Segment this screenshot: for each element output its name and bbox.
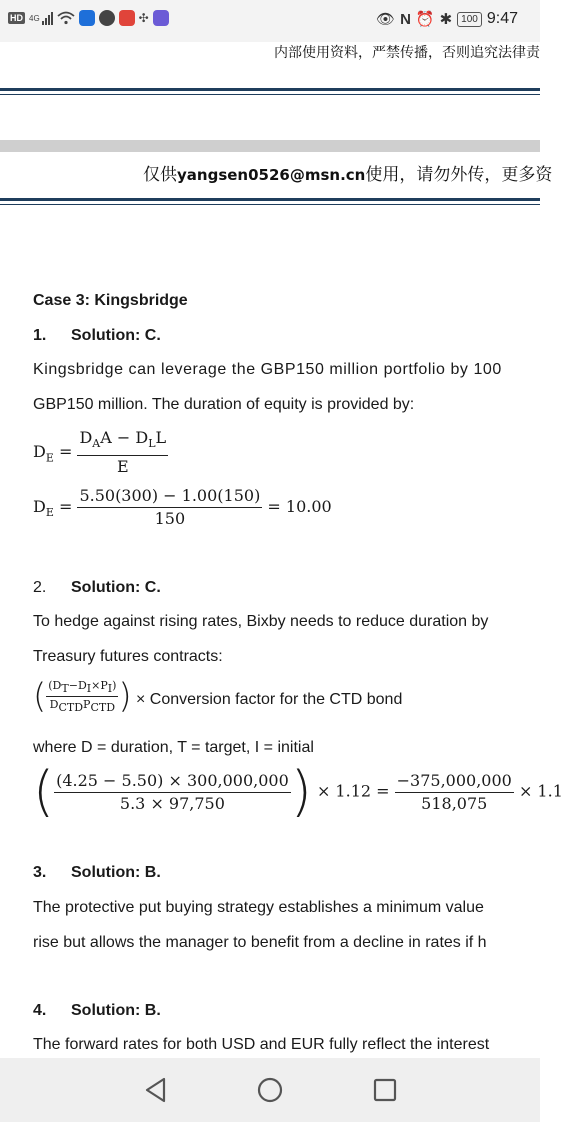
- bot-app-icon: [153, 10, 169, 26]
- alarm-icon: ⏰: [415, 11, 435, 28]
- q1-text-line1: Kingsbridge can leverage the GBP150 million portfolio by 100: [33, 361, 502, 378]
- q3-text-line1: The protective put buying strategy establishes a minimum value: [33, 899, 484, 916]
- signal-icon: [42, 11, 53, 25]
- network-label: 4G: [29, 13, 40, 23]
- q2-legend: where D = duration, T = target, I = initial: [33, 739, 314, 756]
- back-icon[interactable]: [143, 1076, 167, 1104]
- q2-text-line1: To hedge against rising rates, Bixby needs to reduce duration by: [33, 613, 489, 630]
- q3-text-line2: rise but allows the manager to benefit from a decline in rates if h: [33, 934, 487, 951]
- q2-heading: 2. Solution: C.: [33, 579, 161, 596]
- header-rule-thin-2: [0, 204, 540, 205]
- message-app-icon: [119, 10, 135, 26]
- status-bar: [0, 0, 540, 42]
- nfc-icon: N: [400, 10, 411, 28]
- hedge-formula: ( $\frac{(D_T-D_I\times P_I)}{D_{CTD}P_{CTD}}$ ): [33, 676, 132, 717]
- q3-heading: 3. Solution: B.: [33, 864, 161, 881]
- equation-duration-value: $D_E$ = $\frac{5.50(300) - 1.00(150)}{150}$ = 10.00: [33, 486, 332, 528]
- header-rule-thick-2: [0, 198, 540, 201]
- home-icon[interactable]: [257, 1076, 283, 1104]
- q2-text-line2: Treasury futures contracts:: [33, 648, 223, 665]
- license-banner: 仅供yangsen0526@msn.cn使用，请勿外传，更多资: [143, 165, 553, 185]
- clock: 9:47: [486, 10, 518, 27]
- hedge-calculation: ( $\frac{(4.25 - 5.50) \times 300,000,000}{5.3 \times 97,750}$ ) × 1.12 = $\frac{-375,000,000}{518,075}$ × 1.1: [33, 760, 563, 823]
- hd-badge: HD: [10, 13, 23, 23]
- fan-icon: ✣: [138, 11, 149, 25]
- q4-text-line1: The forward rates for both USD and EUR fully reflect the interest: [33, 1036, 490, 1053]
- case-title: Case 3: Kingsbridge: [33, 292, 188, 309]
- q1-heading: 1. Solution: C.: [33, 327, 161, 344]
- app-icon: [99, 10, 115, 26]
- equation-duration-equity: $D_E$ = $\frac{D_AA - D_LL}{E}$: [33, 428, 167, 477]
- q4-heading: 4. Solution: B.: [33, 1002, 161, 1019]
- recents-icon[interactable]: [373, 1076, 397, 1104]
- wifi-icon: [57, 11, 75, 25]
- header-rule-thick: [0, 88, 540, 91]
- page-separator: [0, 140, 540, 152]
- battery-icon: 100: [457, 12, 482, 27]
- bluetooth-icon: ✱: [439, 11, 453, 28]
- hedge-formula-tail: × Conversion factor for the CTD bond: [136, 691, 403, 708]
- confidential-banner: 内部使用资料，严禁传播，否则追究法律责: [274, 45, 540, 61]
- header-rule-thin: [0, 94, 540, 95]
- navigation-bar: [0, 1058, 540, 1122]
- shield-app-icon: [79, 10, 95, 26]
- q1-text-line2: GBP150 million. The duration of equity is provided by:: [33, 396, 415, 413]
- eye-icon: 👁: [376, 11, 396, 28]
